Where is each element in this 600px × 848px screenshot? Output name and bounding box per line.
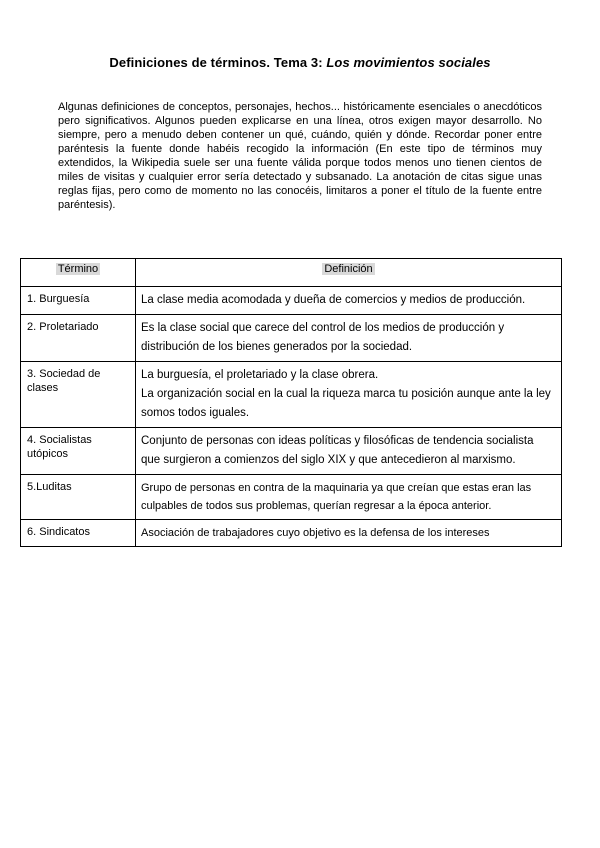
definition-cell: [136, 520, 562, 547]
table-row: [21, 287, 562, 315]
header-definition-label: Definición: [324, 263, 373, 275]
table-row: [21, 475, 562, 520]
intro-paragraph: Algunas definiciones de conceptos, personajes, hechos... históricamente esenciales o anecdóticos pero significativos. Algunos pueden explicarse en una línea, otros exigen mayor desarrollo. No siempre, pero a menudo deben contener un qué, cuándo, quién y dónde. Recordar poner entre paréntesis la fuente donde habéis recogido la información (En este tipo de términos muy extendidos, la Wikipedia suele ser una fuente válida porque todos menos uno tienen cientos de miles de visitas y cualquier error sería detectado y subsanado. La anotación de citas sigue unas reglas fijas, pero como de momento no las conocéis, limitaros a poner el título de la fuente entre paréntesis).: [58, 101, 542, 211]
definition-text: Es la clase social que carece del control de los medios de producción y distribución de los bienes generados por la sociedad.: [141, 322, 505, 353]
definition-text: Conjunto de personas con ideas políticas y filosóficas de tendencia socialista que surgieron a comienzos del siglo XIX y que antecedieron al marxismo.: [141, 435, 534, 466]
page-title: [0, 55, 600, 70]
definition-text: La burguesía, el proletariado y la clase obrera.: [141, 369, 379, 381]
definition-cell: [136, 287, 562, 315]
table-header-row: [21, 259, 562, 287]
page-title-prefix: Definiciones de términos. Tema 3:: [109, 55, 327, 70]
term-cell: 2. Proletariado: [21, 315, 136, 362]
term-cell: 5.Luditas: [21, 475, 136, 520]
header-term-label: Término: [57, 263, 99, 275]
definition-text: Grupo de personas en contra de la maquinaria ya que creían que estas eran las culpables de todos sus problemas, querían regresar a la época anterior.: [141, 482, 532, 512]
definition-cell: [136, 362, 562, 428]
definition-cell: [136, 475, 562, 520]
definition-text: La clase media acomodada y dueña de comercios y medios de producción.: [141, 294, 526, 306]
term-cell: 1. Burguesía: [21, 287, 136, 315]
definition-cell: [136, 315, 562, 362]
table-row: [21, 315, 562, 362]
header-term: [21, 259, 136, 287]
definition-text: Asociación de trabajadores cuyo objetivo es la defensa de los intereses: [141, 527, 490, 539]
header-definition: [136, 259, 562, 287]
table-row: [21, 520, 562, 547]
table-row: [21, 428, 562, 475]
definition-text: La organización social en la cual la riqueza marca tu posición aunque ante la ley somos todos iguales.: [141, 388, 551, 419]
term-cell: 4. Socialistas utópicos: [21, 428, 136, 475]
term-cell: 6. Sindicatos: [21, 520, 136, 547]
page-title-topic: Los movimientos sociales: [326, 55, 491, 70]
term-cell: 3. Sociedad de clases: [21, 362, 136, 428]
definition-cell: [136, 428, 562, 475]
table-row: [21, 362, 562, 428]
definitions-table: [20, 258, 562, 547]
